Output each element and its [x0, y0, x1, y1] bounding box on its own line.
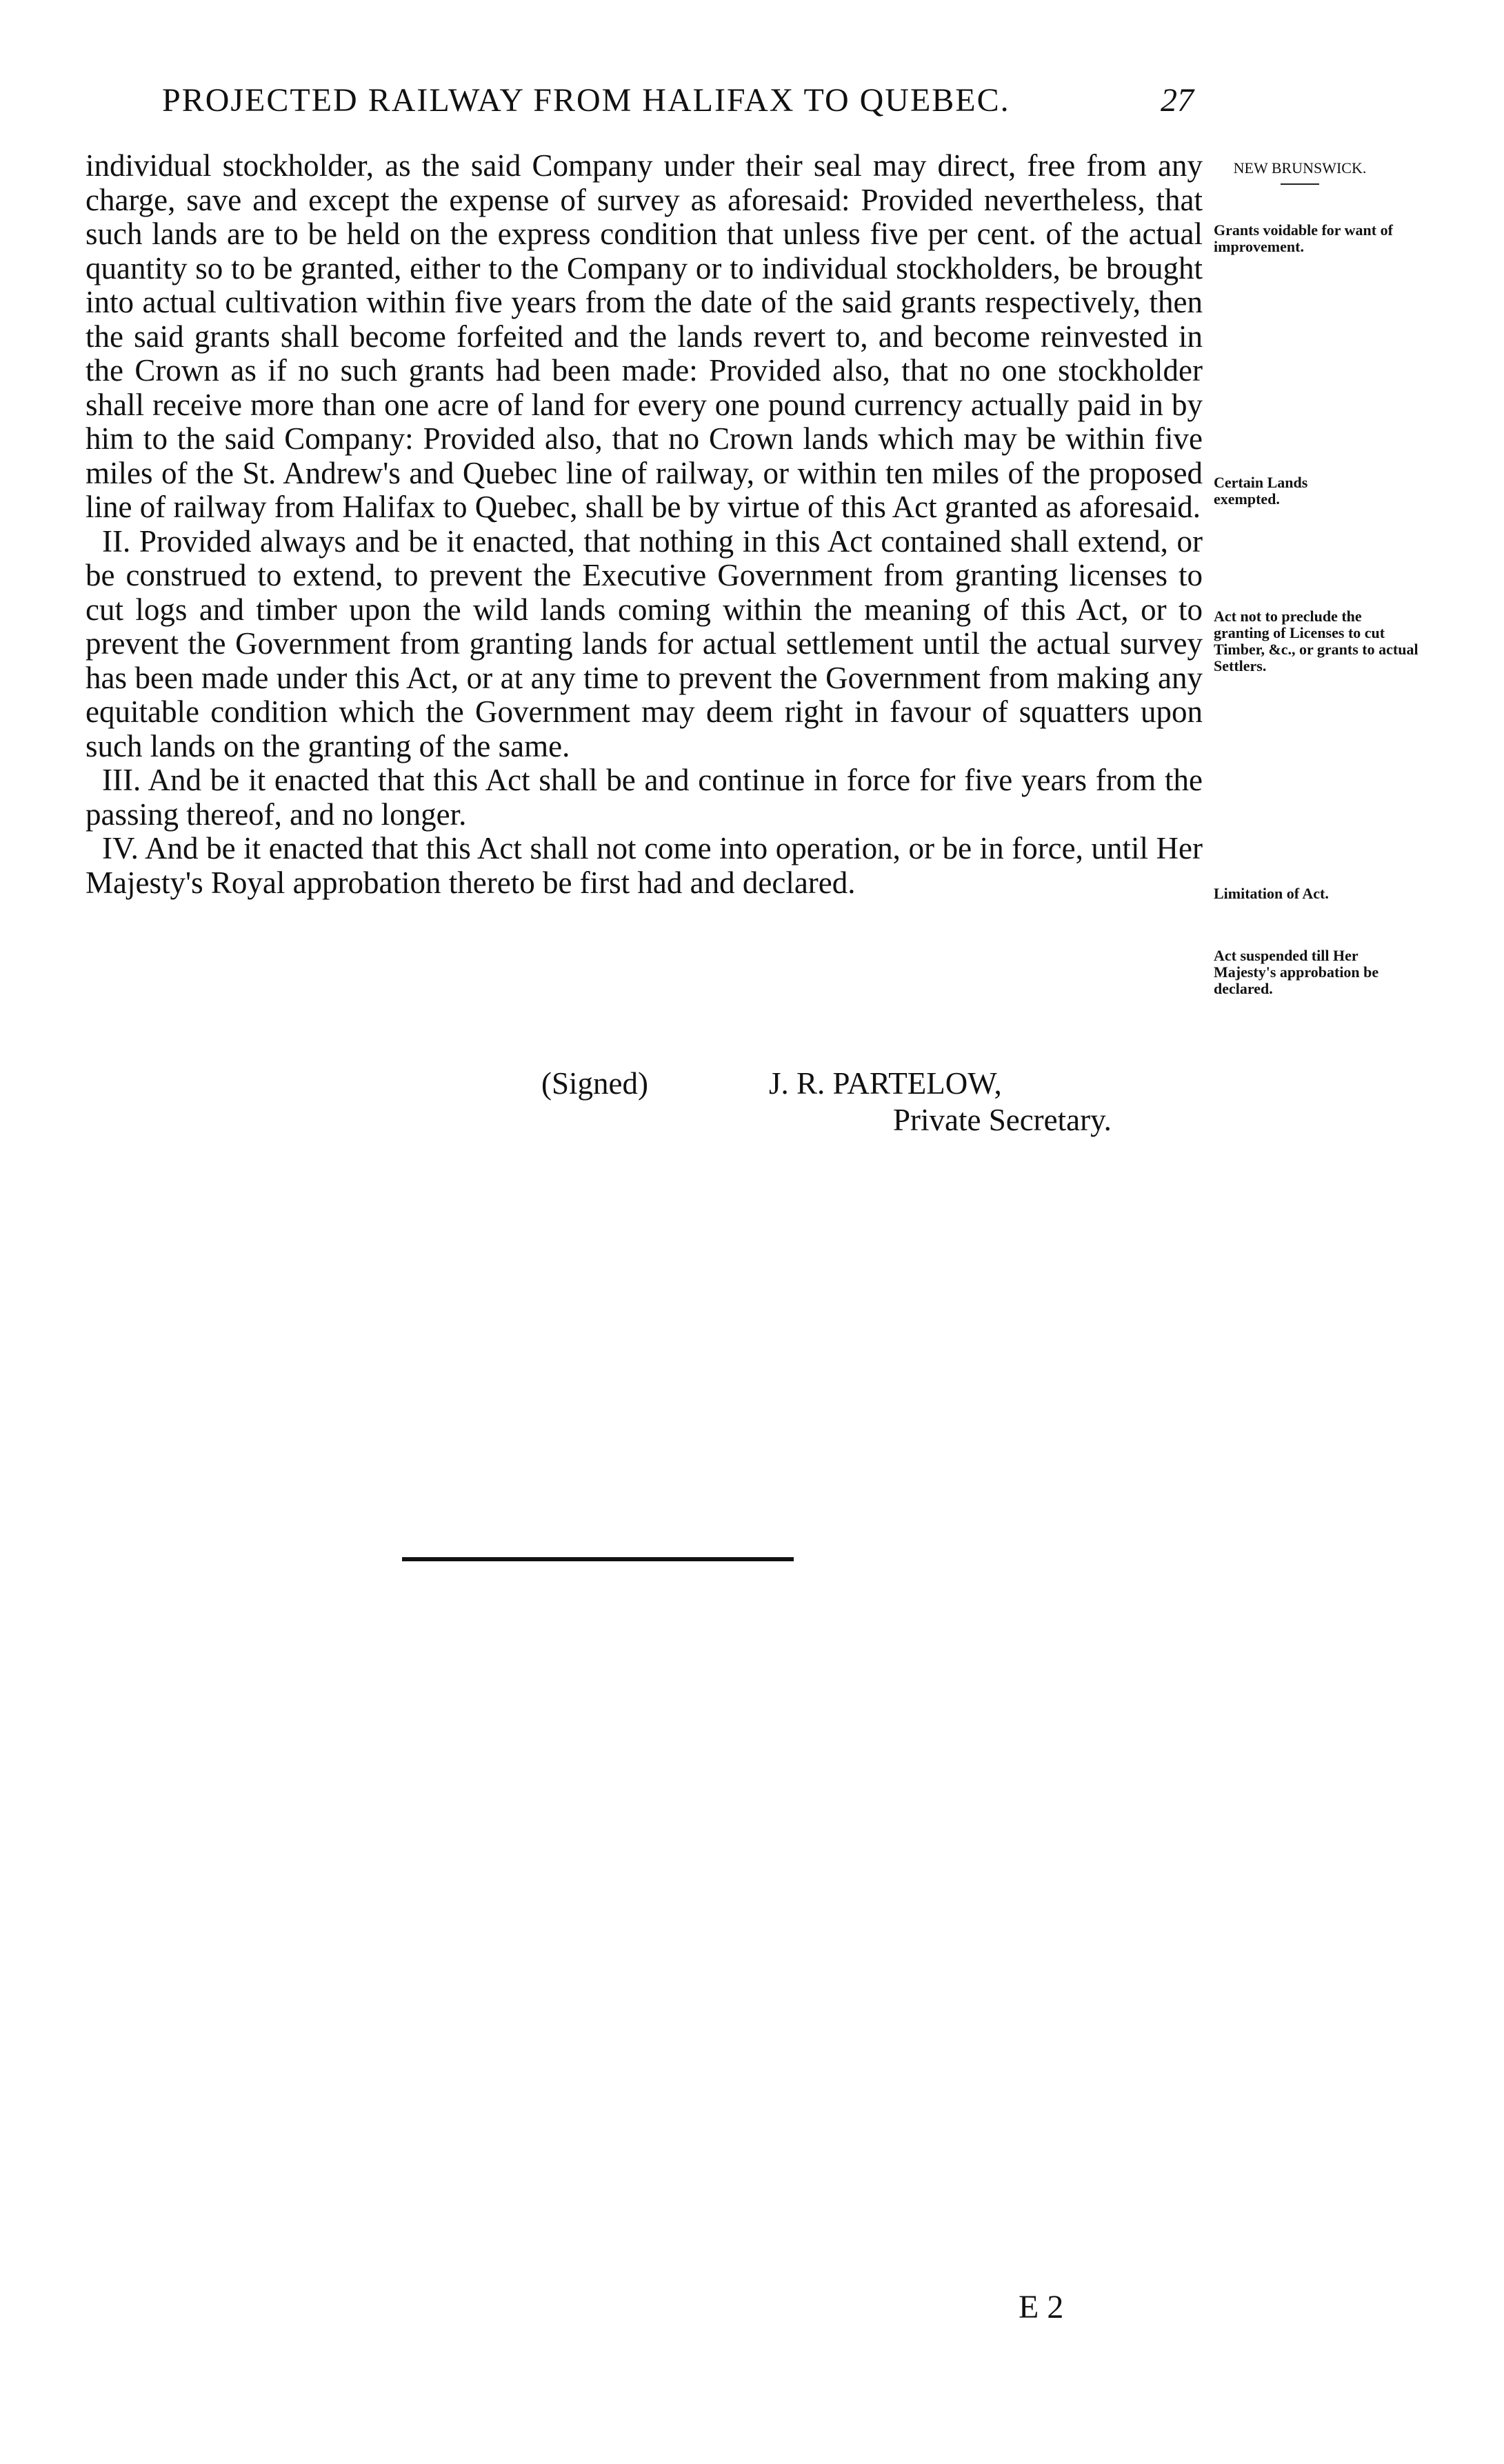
page-header [0, 81, 1504, 130]
signed-label: (Signed) [541, 1066, 648, 1101]
page-number: 27 [1161, 82, 1194, 119]
paragraph-section-2: II. Provided always and be it enacted, that nothing in this Act contained shall extend, or be construed to extend, to prevent the Executive Government from granting licenses to cut logs and timber upon the wild lands coming within the meaning of this Act, or to prevent the Government from granting lands for actual settlement until the actual survey has been made under this Act, or at any time to prevent the Government from making any equitable condition which the Government may deem right in favour of squatters upon such lands on the granting of the same. [86, 523, 1203, 763]
margin-note-licenses: Act not to preclude the granting of Licenses to cut Timber, &c., or grants to actual Settlers. [1214, 608, 1418, 674]
signatory-title: Private Secretary. [893, 1103, 1112, 1137]
section-rule [402, 1557, 794, 1561]
margin-province: NEW BRUNSWICK. [1214, 160, 1386, 185]
paragraph-continuation: individual stockholder, as the said Company under their seal may direct, free from any charge, save and except the expense of survey as aforesaid: Provided nevertheless, that such lands are to be held on the express condition that unless five per cent. of the actual quantity so to be granted, either to the Company or to individual stockholders, be brought into actual cultivation within five years from the date of the said grants respectively, then the said grants shall become forfeited and the lands revert to, and become reinvested in the Crown as if no such grants had been made: Provided also, that no one stockholder shall receive more than one acre of land for every one pound currency actually paid in by him to the said Company: Provided also, that no Crown lands which may be within five miles of the St. Andrew's and Quebec line of railway, or within ten miles of the proposed line of railway from Halifax to Quebec, shall be by virtue of this Act granted as aforesaid. [86, 148, 1203, 524]
margin-note-grants-voidable: Grants voidable for want of improvement. [1214, 221, 1393, 255]
act-text [86, 149, 1203, 900]
margin-note-lands-exempted: Certain Lands exempted. [1214, 474, 1308, 508]
margin-note-suspended: Act suspended till Her Majesty's approbation be declared. [1214, 947, 1379, 997]
paragraph-section-3: III. And be it enacted that this Act shall be and continue in force for five years from the passing thereof, and no longer. [86, 763, 1203, 832]
running-title: PROJECTED RAILWAY FROM HALIFAX TO QUEBEC. [162, 82, 1010, 119]
printer-signature-mark: E 2 [1019, 2289, 1064, 2325]
signatory-name: J. R. PARTELOW, [769, 1066, 1002, 1101]
margin-note-limitation: Limitation of Act. [1214, 885, 1329, 902]
paragraph-section-4: IV. And be it enacted that this Act shall not come into operation, or be in force, until Her Majesty's Royal approbation thereto be first had and declared. [86, 831, 1203, 900]
margin-dash [1281, 183, 1319, 185]
